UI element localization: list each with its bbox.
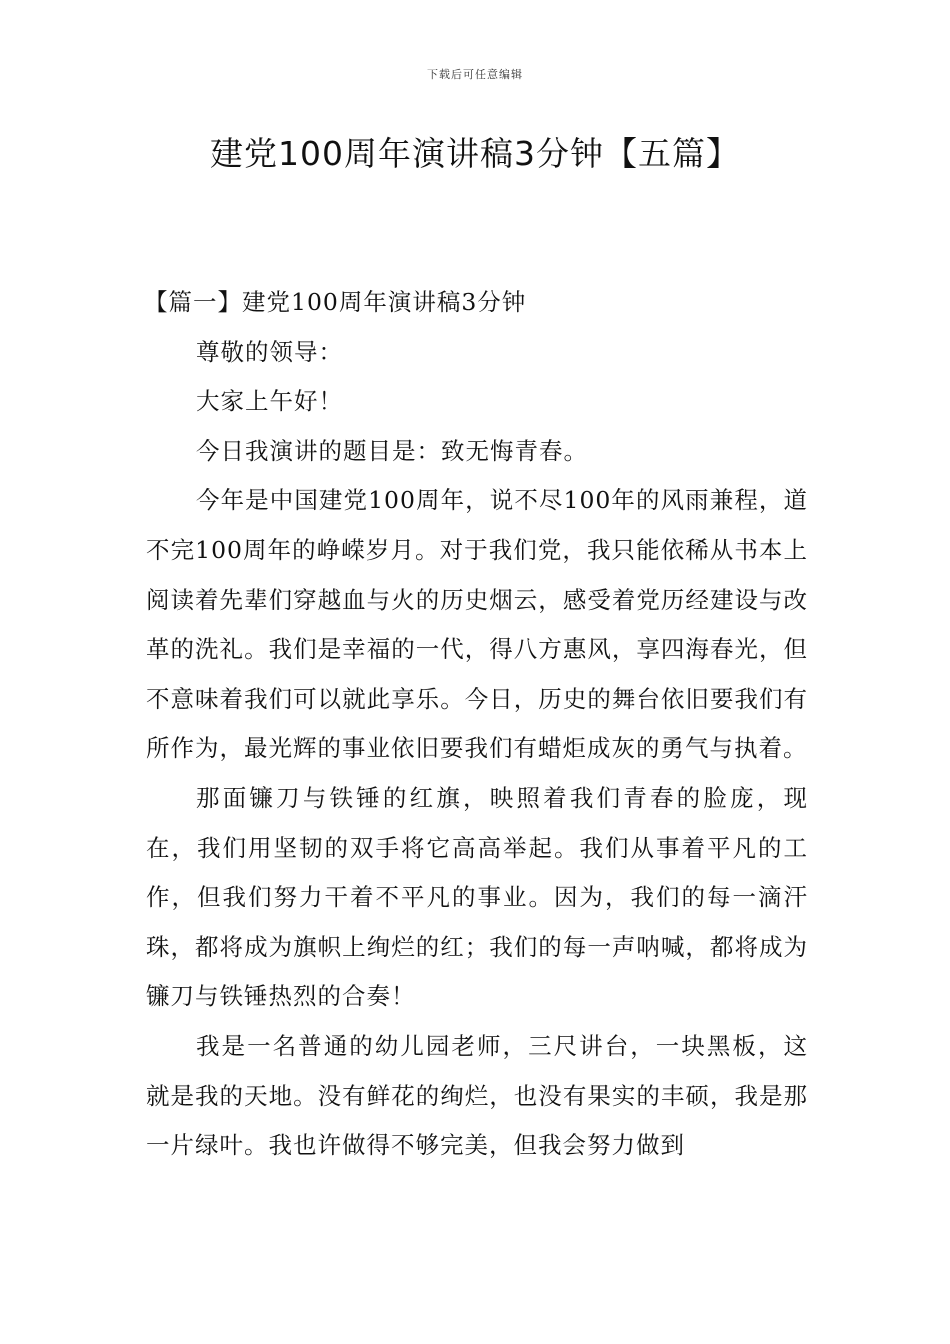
document-body: [146, 278, 808, 1171]
body-paragraph: 今年是中国建党100周年，说不尽100年的风雨兼程，道不完100周年的峥嵘岁月。对于我们党，我只能依稀从书本上阅读着先辈们穿越血与火的历史烟云，感受着党历经建设与改革的洗礼。我们是幸福的一代，得八方惠风，享四海春光，但不意味着我们可以就此享乐。今日，历史的舞台依旧要我们有所作为，最光辉的事业依旧要我们有蜡炬成灰的勇气与执着。: [146, 486, 808, 763]
greeting: 大家上午好！: [196, 387, 343, 416]
body-paragraph: 我是一名普通的幼儿园老师，三尺讲台，一块黑板，这就是我的天地。没有鲜花的绚烂，也没有果实的丰硕，我是那一片绿叶。我也许做得不够完美，但我会努力做到: [146, 1031, 808, 1160]
salutation: 尊敬的领导：: [196, 337, 343, 366]
section-heading: 【篇一】建党100周年演讲稿3分钟: [144, 288, 527, 316]
document-title: 建党100周年演讲稿3分钟【五篇】: [210, 134, 740, 173]
body-paragraph: 那面镰刀与铁锤的红旗，映照着我们青春的脸庞，现在，我们用坚韧的双手将它高高举起。我们从事着平凡的工作，但我们努力干着不平凡的事业。因为，我们的每一滴汗珠，都将成为旗帜上绚烂的红；我们的每一声呐喊，都将成为镰刀与铁锤热烈的合奏！: [146, 783, 808, 1011]
header-note: 下载后可任意编辑: [427, 68, 523, 81]
speech-topic: 今日我演讲的题目是：致无悔青春。: [196, 436, 588, 465]
